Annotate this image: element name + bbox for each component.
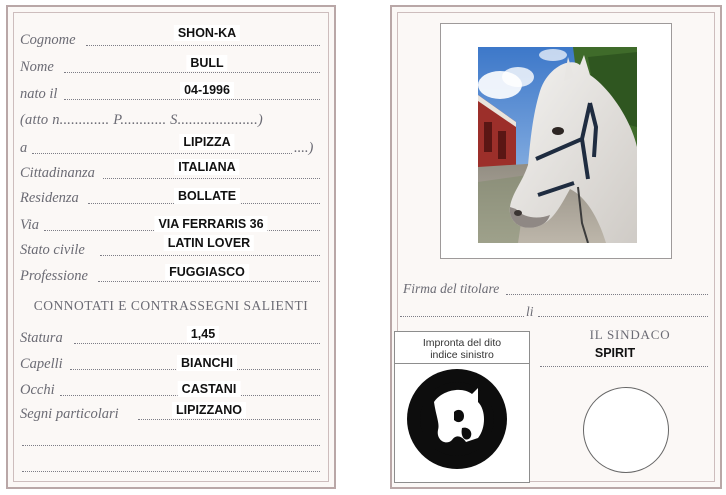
section-heading-connotati: CONNOTATI E CONTRASSEGNI SALIENTI	[33, 298, 309, 313]
label-segni-particolari: Segni particolari	[20, 406, 119, 422]
dots-statura	[74, 343, 320, 344]
value-professione: FUGGIASCO	[165, 264, 249, 280]
value-nato-il: 04-1996	[180, 82, 234, 98]
label-stato-civile: Stato civile	[20, 242, 85, 258]
dots-professione	[98, 281, 320, 282]
fingerprint-label-line2: indice sinistro	[430, 349, 494, 361]
dots-sindaco	[540, 366, 708, 367]
dots-extra-line-2	[22, 471, 320, 472]
label-professione: Professione	[20, 268, 88, 284]
horse-photo	[478, 47, 637, 243]
value-cittadinanza: ITALIANA	[174, 159, 239, 175]
label-nome: Nome	[20, 59, 54, 75]
logo-badge	[406, 368, 508, 470]
value-segni-particolari: LIPIZZANO	[172, 402, 246, 418]
label-cognome: Cognome	[20, 32, 76, 48]
dots-nome	[64, 72, 320, 73]
value-statura: 1,45	[187, 326, 219, 342]
label-a-suffix: ....)	[294, 140, 314, 156]
lisola-che-ce-logo	[406, 368, 508, 470]
dots-firma	[506, 294, 708, 295]
fingerprint-box-divider	[395, 363, 529, 364]
label-atto: (atto n............. P............ S.....................)	[20, 112, 263, 128]
label-capelli: Capelli	[20, 356, 63, 372]
label-firma-titolare: Firma del titolare	[403, 281, 500, 296]
value-nome: BULL	[186, 55, 227, 71]
label-via: Via	[20, 217, 40, 233]
label-statura: Statura	[20, 330, 63, 346]
dots-cittadinanza	[103, 178, 320, 179]
dots-li-before	[400, 316, 524, 317]
label-residenza: Residenza	[20, 190, 79, 206]
value-stato-civile: LATIN LOVER	[164, 235, 254, 251]
label-occhi: Occhi	[20, 382, 55, 398]
dots-li-after	[538, 316, 708, 317]
label-il-sindaco: IL SINDACO	[589, 327, 671, 342]
horse-photo-illustration	[478, 47, 637, 243]
fingerprint-label-line1: Impronta del dito	[422, 337, 502, 349]
value-occhi: CASTANI	[178, 381, 241, 397]
official-stamp-circle	[583, 387, 669, 473]
dots-cognome	[86, 45, 320, 46]
dots-extra-line-1	[22, 445, 320, 446]
label-cittadinanza: Cittadinanza	[20, 165, 95, 181]
value-sindaco: SPIRIT	[594, 346, 636, 360]
value-capelli: BIANCHI	[177, 355, 237, 371]
value-residenza: BOLLATE	[174, 188, 240, 204]
dots-nato-il	[64, 99, 320, 100]
fingerprint-box-label	[395, 337, 529, 361]
value-cognome: SHON-KA	[174, 25, 240, 41]
dots-segni-particolari	[138, 419, 320, 420]
label-nato-il: nato il	[20, 86, 58, 102]
dots-a	[32, 153, 292, 154]
value-a: LIPIZZA	[179, 134, 234, 150]
dots-stato-civile	[100, 255, 320, 256]
label-li: li	[526, 304, 534, 319]
value-via: VIA FERRARIS 36	[154, 216, 267, 232]
label-a: a	[20, 140, 28, 156]
